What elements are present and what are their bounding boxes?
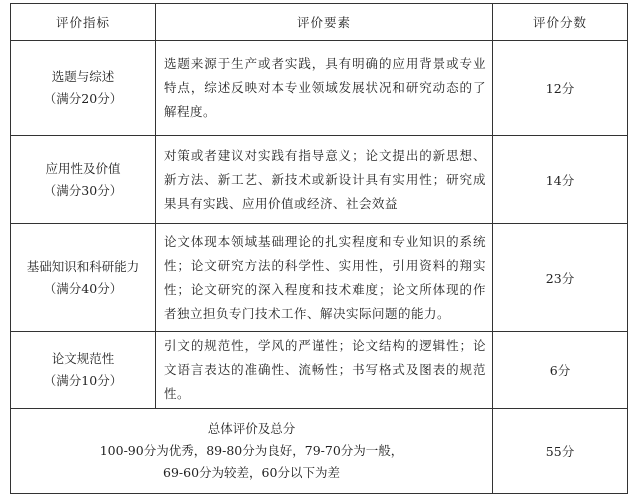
table-row [11,136,628,224]
requirement-cell: 对策或者建议对实践有指导意义；论文提出的新思想、新方法、新工艺、新技术或新设计具有实用性；研究成果具有实践、应用价值或经济、社会效益 [156,136,493,224]
header-indicator: 评价指标 [11,4,156,41]
score-cell: 6分 [493,332,628,409]
header-requirements: 评价要素 [156,4,493,41]
score-cell: 14分 [493,136,628,224]
table-row [11,224,628,332]
indicator-full-score: （满分20分） [43,91,123,106]
indicator-cell [11,224,156,332]
indicator-name: 应用性及价值 [45,160,121,176]
indicator-full-score: （满分40分） [43,280,123,296]
summary-grading-line-2: 69-60分为较差，60分以下为差 [163,465,340,480]
score-cell: 12分 [493,41,628,136]
indicator-cell [11,41,156,136]
indicator-name: 论文规范性 [51,351,115,366]
evaluation-table [10,3,628,494]
indicator-name: 选题与综述 [51,69,115,84]
indicator-full-score: （满分10分） [43,373,123,388]
requirement-cell: 引文的规范性，学风的严谨性；论文结构的逻辑性；论文语言表达的准确性、流畅性；书写格式及图表的规范性。 [156,332,493,409]
evaluation-sheet [10,3,627,480]
indicator-cell [11,136,156,224]
indicator-name: 基础知识和科研能力 [26,258,140,274]
requirement-cell: 论文体现本领域基础理论的扎实程度和专业知识的系统性；论文研究方法的科学性、实用性，引用资料的翔实性；论文研究的深入程度和技术难度；论文所体现的作者独立担负专门技术工作、解决实际问题的能力。 [156,224,493,332]
summary-grading-line-1: 100-90分为优秀，89-80分为良好，79-70分为一般， [99,443,404,458]
table-row [11,332,628,409]
summary-title: 总体评价及总分 [207,421,296,436]
table-row [11,41,628,136]
requirement-cell: 选题来源于生产或者实践，具有明确的应用背景或专业特点，综述反映对本专业领域发展状况和研究动态的了解程度。 [156,41,493,136]
indicator-cell [11,332,156,409]
total-score-cell: 55分 [493,409,628,494]
summary-cell [11,409,493,494]
score-cell: 23分 [493,224,628,332]
header-score: 评价分数 [493,4,628,41]
header-row [11,4,628,41]
indicator-full-score: （满分30分） [43,182,123,198]
summary-row [11,409,628,494]
